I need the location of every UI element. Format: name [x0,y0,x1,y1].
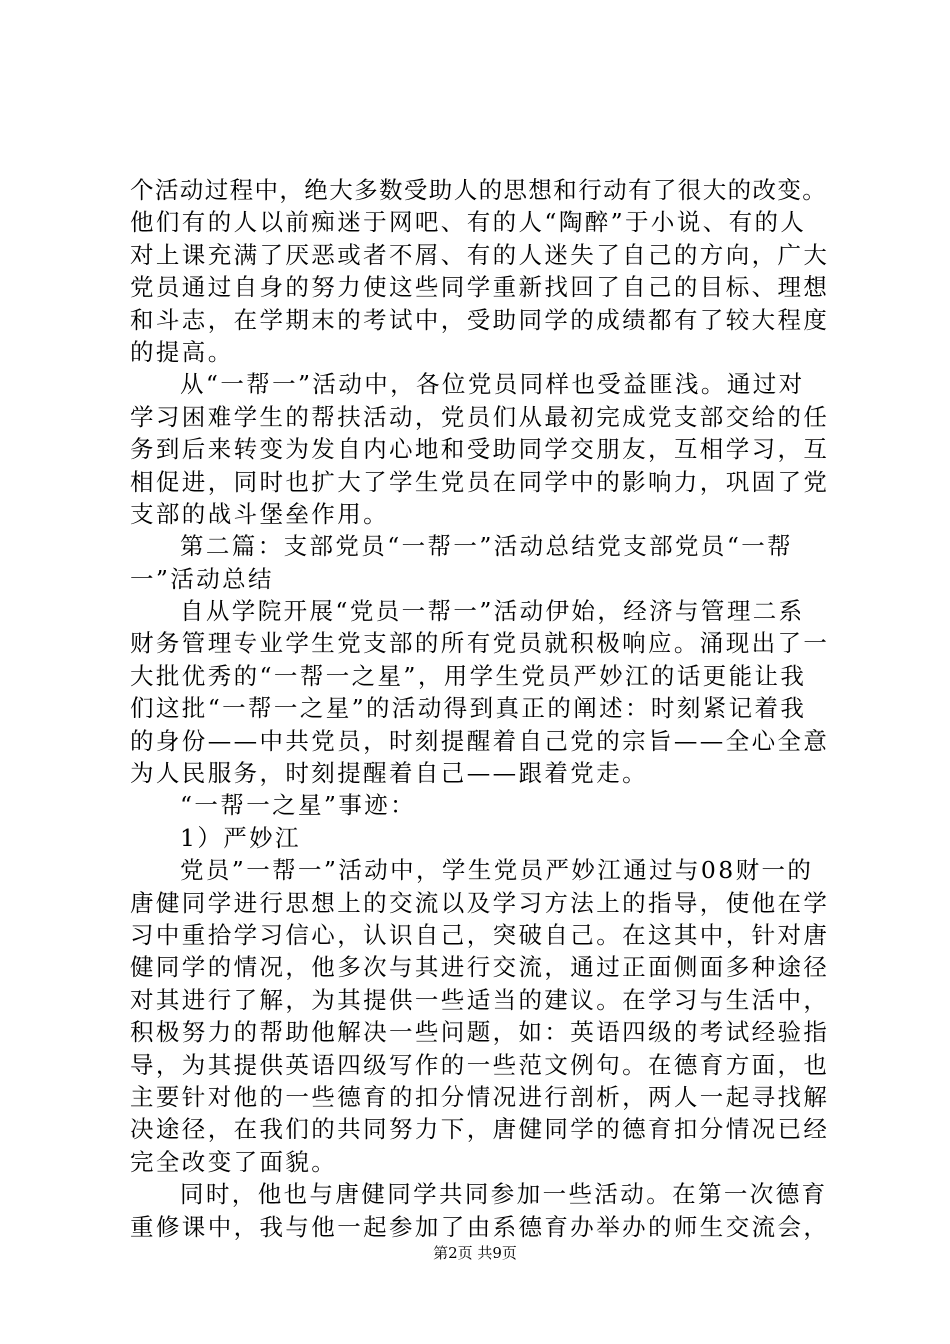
text-line: 1）严妙江 [180,823,301,852]
text-line: 务到后来转变为发自内心地和受助同学交朋友，互相学习，互 [130,435,830,464]
body-text [130,174,830,1243]
text-line: 从“一帮一”活动中，各位党员同样也受益匪浅。通过对 [180,370,805,399]
text-line: 唐健同学进行思想上的交流以及学习方法上的指导，使他在学 [130,888,830,917]
text-line: 们这批“一帮一之星”的活动得到真正的阐述：时刻紧记着我 [130,694,807,723]
text-line: 党员”一帮一”活动中，学生党员严妙江通过与08财一的 [180,856,814,885]
text-line: 重修课中，我与他一起参加了由系德育办举办的师生交流会， [130,1212,830,1241]
text-line: 自从学院开展“党员一帮一”活动伊始，经济与管理二系 [180,597,805,626]
text-line: 财务管理专业学生党支部的所有党员就积极响应。涌现出了一 [130,629,830,658]
text-line: 完全改变了面貌。 [130,1147,338,1176]
text-line: 他们有的人以前痴迷于网吧、有的人“陶醉”于小说、有的人 [130,208,807,237]
text-line: 学习困难学生的帮扶活动，党员们从最初完成党支部交给的任 [130,402,830,431]
text-line: 导，为其提供英语四级写作的一些范文例句。在德育方面，也 [130,1050,830,1079]
text-line: 第二篇：支部党员“一帮一”活动总结党支部党员“一帮 [180,532,794,561]
text-line: 大批优秀的“一帮一之星”，用学生党员严妙江的话更能让我 [130,661,807,690]
text-line: 积极努力的帮助他解决一些问题，如：英语四级的考试经验指 [130,1018,830,1047]
text-line: 个活动过程中，绝大多数受助人的思想和行动有了很大的改变。 [130,176,828,204]
text-line: 的身份——中共党员，时刻提醒着自己党的宗旨——全心全意 [130,726,830,755]
text-line: 相促进，同时也扩大了学生党员在同学中的影响力，巩固了党 [130,467,830,496]
text-line: 健同学的情况，他多次与其进行交流，通过正面侧面多种途径 [130,953,830,982]
page-footer: 第2页 共9页 [433,1244,517,1262]
text-line: 对上课充满了厌恶或者不屑、有的人迷失了自己的方向，广大 [130,240,830,269]
text-line: 一”活动总结 [130,564,274,593]
text-line: 的提高。 [130,337,234,366]
text-line: 习中重拾学习信心，认识自己，突破自己。在这其中，针对唐 [130,920,830,949]
text-line: 对其进行了解，为其提供一些适当的建议。在学习与生活中， [130,985,830,1014]
text-line: “一帮一之星”事迹： [180,791,417,820]
text-line: 决途径，在我们的共同努力下，唐健同学的德育扣分情况已经 [130,1115,830,1144]
text-line: 主要针对他的一些德育的扣分情况进行剖析，两人一起寻找解 [130,1082,830,1111]
text-line: 党员通过自身的努力使这些同学重新找回了自己的目标、理想 [130,273,830,302]
text-line: 同时，他也与唐健同学共同参加一些活动。在第一次德育 [180,1180,828,1209]
text-line: 和斗志，在学期末的考试中，受助同学的成绩都有了较大程度 [130,305,830,334]
text-line: 为人民服务，时刻提醒着自己——跟着党走。 [130,759,648,788]
text-line: 支部的战斗堡垒作用。 [130,499,389,528]
